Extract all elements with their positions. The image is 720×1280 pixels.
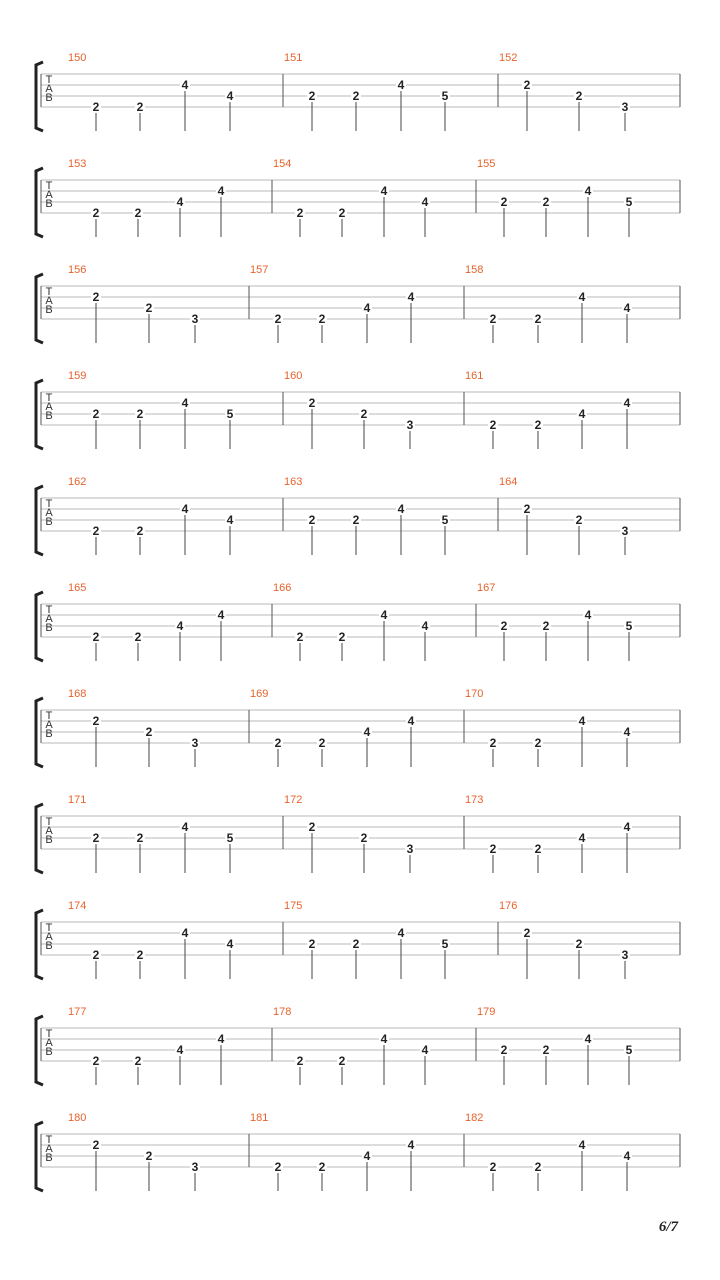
fret-number: 2 (92, 407, 100, 421)
tab-clef-letter: T (45, 710, 53, 722)
measure-number: 155 (477, 158, 496, 170)
tab-clef-letter: T (45, 922, 53, 934)
fret-number: 2 (534, 1160, 542, 1174)
measure-number: 179 (477, 1006, 496, 1018)
fret-number: 4 (363, 1149, 371, 1163)
measure-number: 181 (250, 1112, 269, 1124)
fret-number: 4 (217, 1032, 225, 1046)
fret-number: 4 (623, 725, 631, 739)
fret-number: 2 (92, 831, 100, 845)
fret-number: 2 (145, 1149, 153, 1163)
fret-number: 4 (584, 1032, 592, 1046)
fret-number: 4 (226, 937, 234, 951)
tab-clef-letter: A (45, 613, 53, 625)
fret-number: 2 (92, 100, 100, 114)
fret-number: 4 (584, 608, 592, 622)
tab-clef-letter: B (45, 304, 53, 316)
fret-number: 2 (338, 630, 346, 644)
fret-number: 4 (421, 1043, 429, 1057)
fret-number: 2 (296, 206, 304, 220)
tab-clef-letter: A (45, 719, 53, 731)
fret-number: 4 (217, 608, 225, 622)
fret-number: 2 (500, 1043, 508, 1057)
fret-number: 2 (134, 1054, 142, 1068)
measure-number: 156 (68, 264, 87, 276)
fret-number: 2 (352, 937, 360, 951)
tab-clef-letter: A (45, 507, 53, 519)
fret-number: 4 (407, 290, 415, 304)
tab-clef-letter: A (45, 83, 53, 95)
fret-number: 2 (136, 100, 144, 114)
fret-number: 2 (534, 312, 542, 326)
fret-number: 4 (380, 608, 388, 622)
measure-number: 152 (499, 52, 518, 64)
fret-number: 2 (338, 206, 346, 220)
measure-number: 169 (250, 688, 269, 700)
fret-number: 3 (191, 1160, 199, 1174)
fret-number: 2 (352, 513, 360, 527)
tab-clef-letter: T (45, 74, 53, 86)
measure-number: 157 (250, 264, 269, 276)
measure-number: 173 (465, 794, 484, 806)
measure-number: 167 (477, 582, 496, 594)
fret-number: 4 (181, 502, 189, 516)
measure-number: 164 (499, 476, 518, 488)
fret-number: 2 (274, 1160, 282, 1174)
fret-number: 2 (542, 195, 550, 209)
fret-number: 2 (134, 206, 142, 220)
fret-number: 4 (623, 301, 631, 315)
fret-number: 5 (625, 1043, 633, 1057)
measure-number: 168 (68, 688, 87, 700)
fret-number: 5 (625, 619, 633, 633)
measure-number: 158 (465, 264, 484, 276)
tab-clef-letter: T (45, 1028, 53, 1040)
fret-number: 4 (397, 78, 405, 92)
fret-number: 2 (92, 714, 100, 728)
fret-number: 4 (226, 89, 234, 103)
fret-number: 4 (380, 184, 388, 198)
fret-number: 4 (578, 1138, 586, 1152)
fret-number: 5 (441, 937, 449, 951)
measure-number: 175 (284, 900, 303, 912)
fret-number: 4 (407, 1138, 415, 1152)
tab-clef-letter: B (45, 1046, 53, 1058)
fret-number: 2 (542, 619, 550, 633)
fret-number: 4 (623, 396, 631, 410)
fret-number: 2 (274, 736, 282, 750)
measure-number: 182 (465, 1112, 484, 1124)
fret-number: 2 (136, 407, 144, 421)
fret-number: 2 (274, 312, 282, 326)
tab-clef-letter: T (45, 604, 53, 616)
fret-number: 2 (136, 524, 144, 538)
page-number: 6/7 (658, 1219, 678, 1235)
fret-number: 3 (406, 418, 414, 432)
tab-clef-letter: A (45, 401, 53, 413)
tab-clef-letter: T (45, 498, 53, 510)
fret-number: 2 (489, 842, 497, 856)
measure-number: 166 (273, 582, 292, 594)
fret-number: 4 (421, 619, 429, 633)
tab-clef-letter: B (45, 728, 53, 740)
fret-number: 2 (523, 926, 531, 940)
tab-clef-letter: B (45, 92, 53, 104)
measure-number: 165 (68, 582, 87, 594)
fret-number: 4 (176, 1043, 184, 1057)
tab-clef-letter: B (45, 940, 53, 952)
tab-clef-letter: T (45, 392, 53, 404)
measure-number: 151 (284, 52, 303, 64)
measure-number: 172 (284, 794, 303, 806)
tab-clef-letter: B (45, 1152, 53, 1164)
fret-number: 2 (523, 502, 531, 516)
fret-number: 2 (92, 948, 100, 962)
fret-number: 2 (534, 736, 542, 750)
fret-number: 2 (489, 1160, 497, 1174)
tab-clef-letter: B (45, 834, 53, 846)
fret-number: 2 (489, 736, 497, 750)
fret-number: 4 (181, 396, 189, 410)
fret-number: 4 (363, 725, 371, 739)
measure-number: 150 (68, 52, 87, 64)
fret-number: 2 (489, 312, 497, 326)
fret-number: 3 (191, 736, 199, 750)
fret-number: 2 (136, 831, 144, 845)
fret-number: 2 (308, 396, 316, 410)
fret-number: 4 (176, 195, 184, 209)
fret-number: 4 (584, 184, 592, 198)
fret-number: 4 (578, 407, 586, 421)
fret-number: 4 (623, 820, 631, 834)
fret-number: 5 (226, 831, 234, 845)
fret-number: 3 (621, 100, 629, 114)
fret-number: 2 (500, 619, 508, 633)
fret-number: 2 (360, 407, 368, 421)
fret-number: 2 (92, 524, 100, 538)
fret-number: 2 (296, 1054, 304, 1068)
fret-number: 4 (181, 926, 189, 940)
measure-number: 163 (284, 476, 303, 488)
fret-number: 2 (318, 736, 326, 750)
fret-number: 5 (625, 195, 633, 209)
tab-clef-letter: T (45, 180, 53, 192)
fret-number: 2 (308, 820, 316, 834)
measure-number: 170 (465, 688, 484, 700)
fret-number: 4 (181, 820, 189, 834)
measure-number: 176 (499, 900, 518, 912)
fret-number: 5 (441, 513, 449, 527)
fret-number: 2 (92, 1054, 100, 1068)
fret-number: 2 (136, 948, 144, 962)
fret-number: 4 (397, 502, 405, 516)
tab-clef-letter: B (45, 622, 53, 634)
fret-number: 4 (363, 301, 371, 315)
tab-clef-letter: A (45, 1037, 53, 1049)
fret-number: 4 (623, 1149, 631, 1163)
fret-number: 4 (578, 714, 586, 728)
measure-number: 178 (273, 1006, 292, 1018)
fret-number: 2 (318, 1160, 326, 1174)
fret-number: 2 (145, 301, 153, 315)
fret-number: 2 (352, 89, 360, 103)
fret-number: 2 (338, 1054, 346, 1068)
fret-number: 3 (406, 842, 414, 856)
fret-number: 2 (134, 630, 142, 644)
fret-number: 2 (308, 513, 316, 527)
fret-number: 2 (296, 630, 304, 644)
measure-number: 162 (68, 476, 87, 488)
fret-number: 2 (523, 78, 531, 92)
tab-clef-letter: B (45, 198, 53, 210)
fret-number: 2 (92, 1138, 100, 1152)
fret-number: 4 (181, 78, 189, 92)
fret-number: 5 (441, 89, 449, 103)
fret-number: 4 (226, 513, 234, 527)
fret-number: 4 (176, 619, 184, 633)
fret-number: 2 (534, 418, 542, 432)
fret-number: 2 (92, 630, 100, 644)
fret-number: 4 (397, 926, 405, 940)
fret-number: 2 (575, 89, 583, 103)
fret-number: 2 (575, 513, 583, 527)
measure-number: 159 (68, 370, 87, 382)
fret-number: 4 (407, 714, 415, 728)
fret-number: 2 (500, 195, 508, 209)
fret-number: 2 (575, 937, 583, 951)
tab-clef-letter: T (45, 286, 53, 298)
tab-clef-letter: A (45, 931, 53, 943)
tab-clef-letter: T (45, 816, 53, 828)
fret-number: 2 (308, 937, 316, 951)
fret-number: 2 (92, 206, 100, 220)
measure-number: 177 (68, 1006, 87, 1018)
fret-number: 4 (578, 831, 586, 845)
fret-number: 3 (621, 524, 629, 538)
tab-clef-letter: A (45, 825, 53, 837)
tab-clef-letter: A (45, 1143, 53, 1155)
fret-number: 2 (92, 290, 100, 304)
fret-number: 4 (578, 290, 586, 304)
tab-clef-letter: T (45, 1134, 53, 1146)
tab-clef-letter: A (45, 189, 53, 201)
fret-number: 4 (421, 195, 429, 209)
fret-number: 3 (621, 948, 629, 962)
fret-number: 2 (308, 89, 316, 103)
fret-number: 2 (489, 418, 497, 432)
fret-number: 4 (217, 184, 225, 198)
fret-number: 2 (145, 725, 153, 739)
tab-clef-letter: A (45, 295, 53, 307)
measure-number: 161 (465, 370, 484, 382)
measure-number: 174 (68, 900, 87, 912)
fret-number: 2 (318, 312, 326, 326)
fret-number: 4 (380, 1032, 388, 1046)
fret-number: 3 (191, 312, 199, 326)
tab-clef-letter: B (45, 410, 53, 422)
measure-number: 160 (284, 370, 303, 382)
measure-number: 171 (68, 794, 87, 806)
tab-clef-letter: B (45, 516, 53, 528)
fret-number: 5 (226, 407, 234, 421)
measure-number: 180 (68, 1112, 87, 1124)
fret-number: 2 (542, 1043, 550, 1057)
measure-number: 154 (273, 158, 292, 170)
measure-number: 153 (68, 158, 87, 170)
fret-number: 2 (360, 831, 368, 845)
fret-number: 2 (534, 842, 542, 856)
